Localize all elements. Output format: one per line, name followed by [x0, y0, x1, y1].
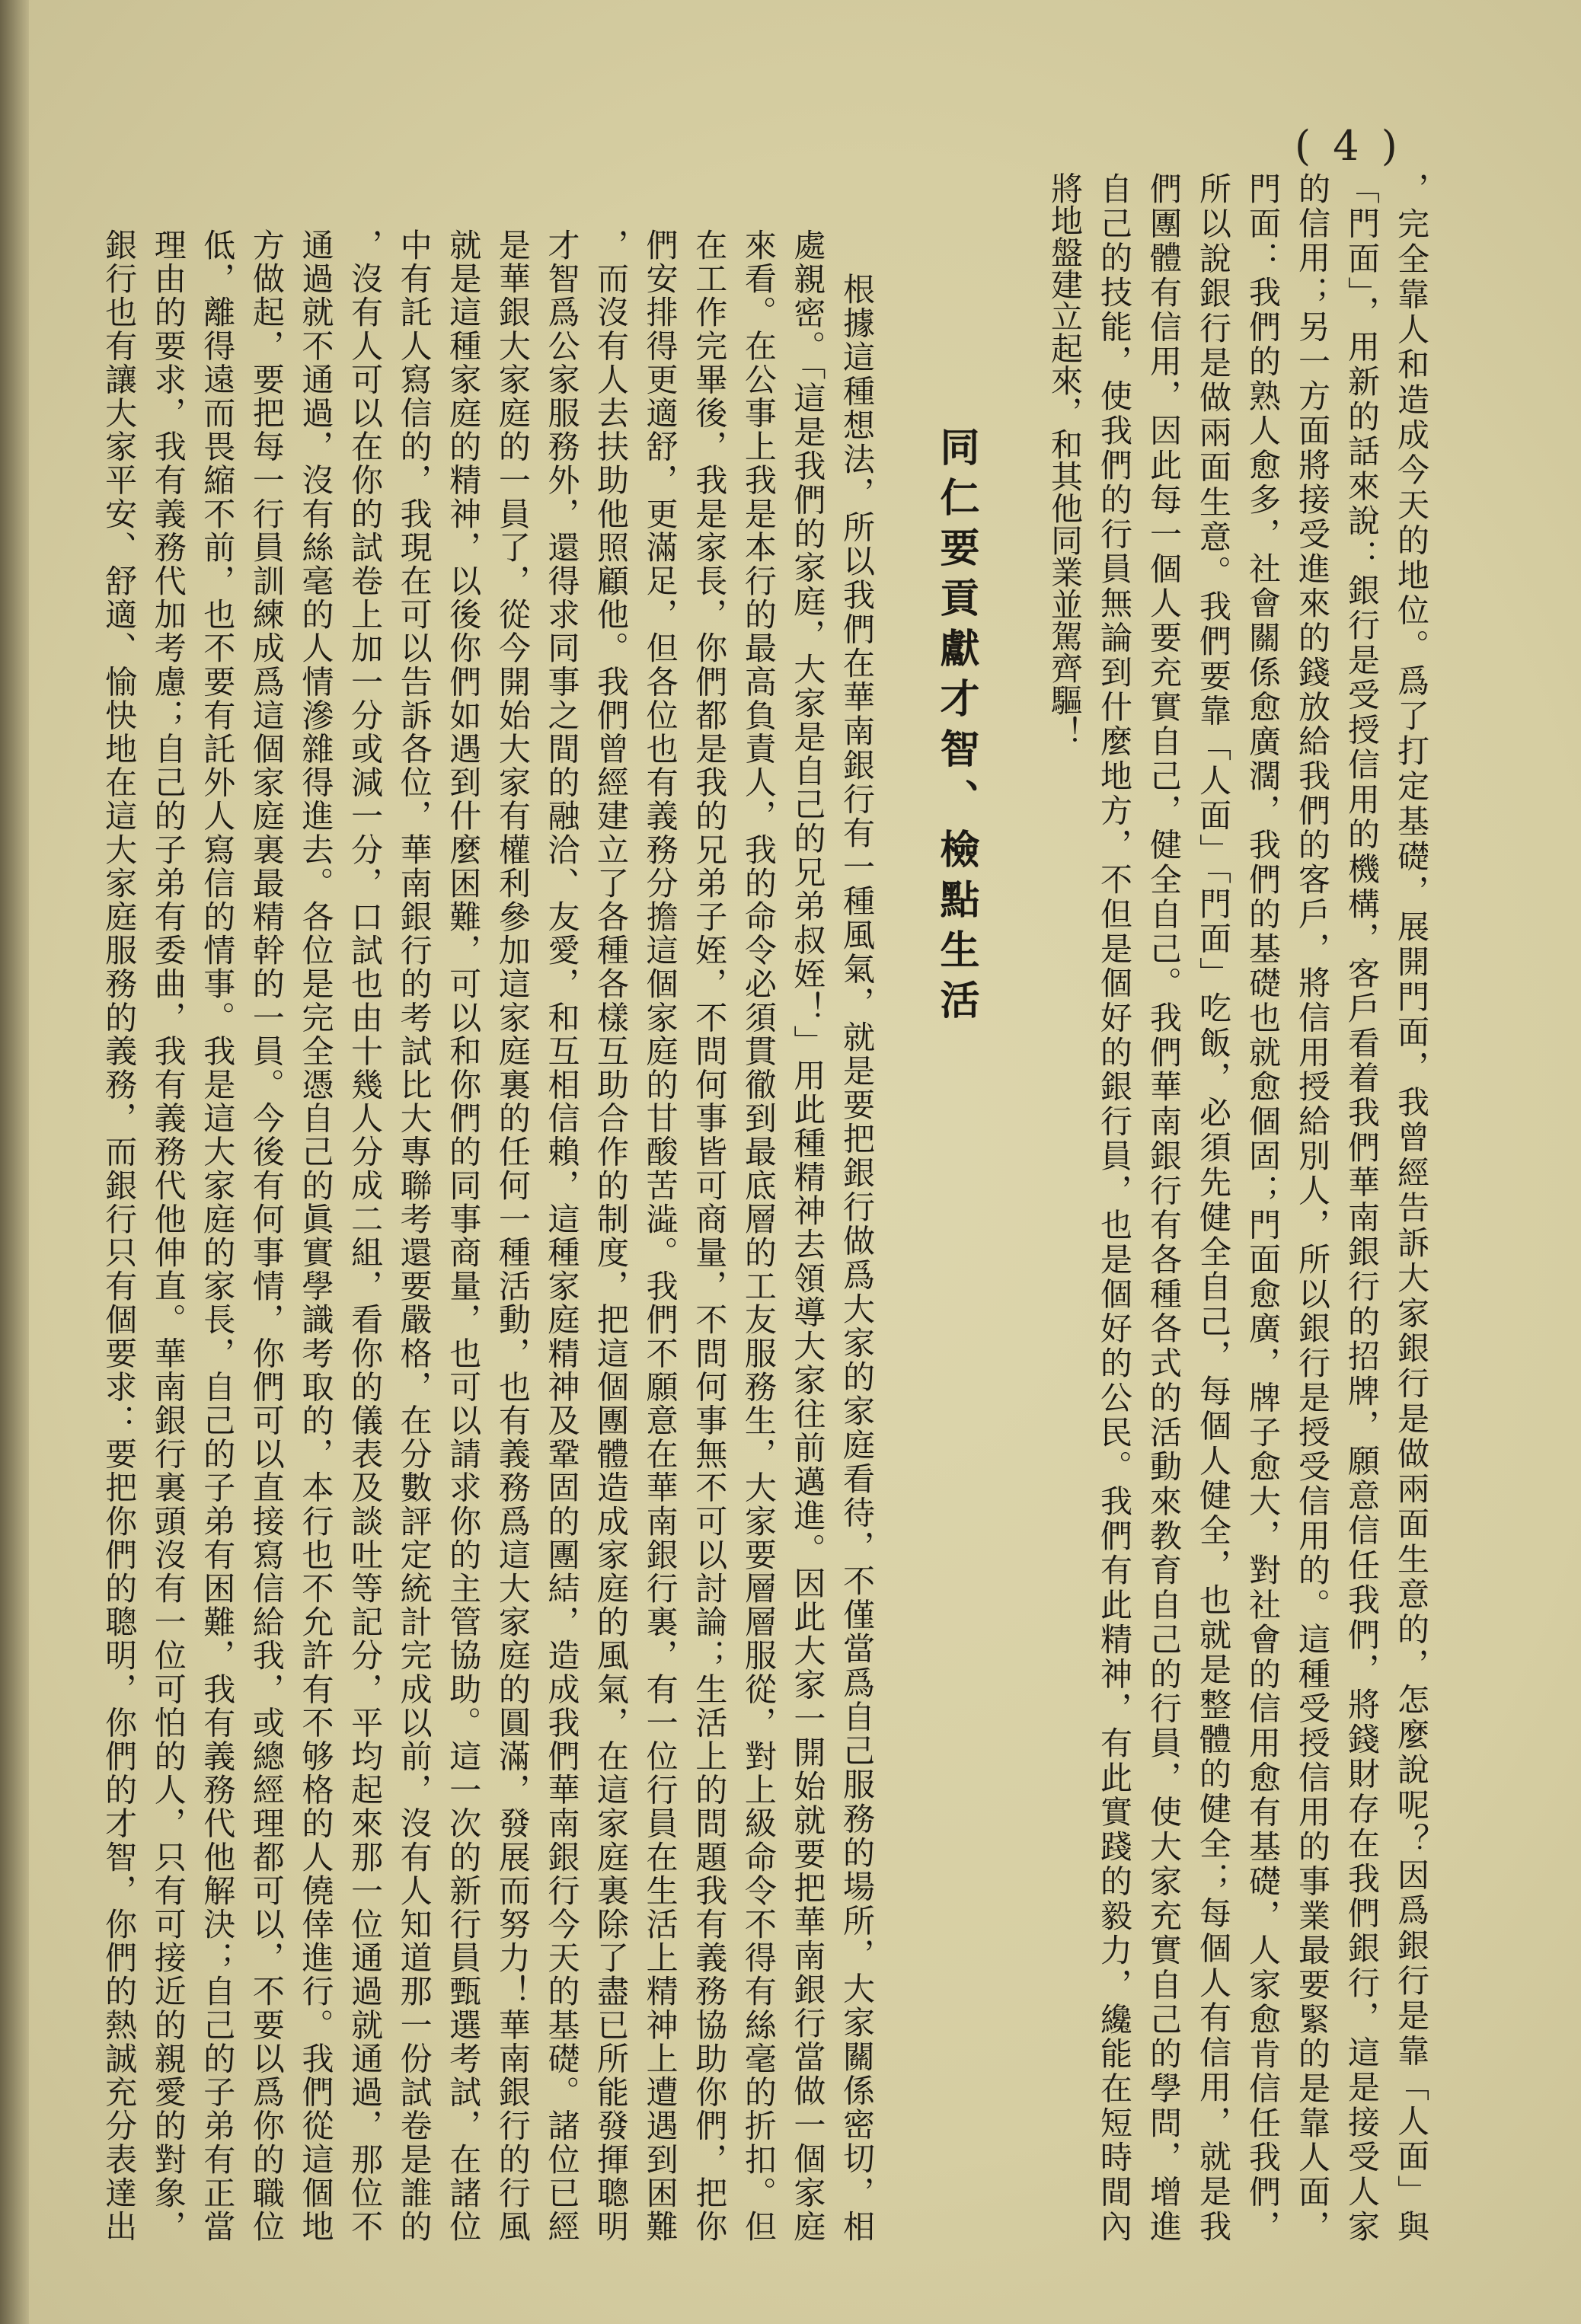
text-column: ，完全靠人和造成今天的地位。爲了打定基礎，展開門面，我曾經告訴大家銀行是做兩面生意的，怎麼說呢？因爲銀行是靠「人面」與: [1393, 172, 1430, 2242]
text-column: 就是這種家庭的精神，以後你們如遇到什麼困難，可以和你們的同事商量，也可以請求你的主管協助。這一次的新行員甄選考試，在諸位: [445, 228, 483, 2242]
section-1-text: [1040, 172, 1436, 2242]
page-binding-edge: [0, 0, 29, 2324]
text-column: 「門面」，用新的話來說：銀行是受授信用的機構，客戶看着我們華南銀行的招牌，願意信任我們，將錢財存在我們銀行，這是接受人家: [1343, 172, 1381, 2242]
section-heading: 同仁要貢獻才智、檢點生活: [933, 426, 979, 1030]
section-2-text: [94, 228, 882, 2242]
text-column: 的信用；另一方面將接受進來的錢放給我們的客戶，將信用授給別人，所以銀行是授受信用的。這種受授信用的事業最要緊的是靠人面，: [1294, 172, 1331, 2242]
text-column: 們團體有信用，因此每一個人要充實自己，健全自己。我們華南銀行有各種各式的活動來教育自己的行員，使大家充實自己的學問，增進: [1145, 172, 1183, 2242]
text-column: 來看。在公事上我是本行的最高負責人，我的命令必須貫徹到最底層的工友服務生，大家要層層服從，對上級命令不得有絲毫的折扣。但: [739, 228, 778, 2242]
text-column: 才智爲公家服務外，還得求同事之間的融洽、友愛，和互相信賴，這種家庭精神及鞏固的團結，造成我們華南銀行今天的基礎。諸位已經: [543, 228, 581, 2242]
page-number: ( 4 ): [1295, 122, 1402, 170]
text-column: 處親密。「這是我們的家庭，大家是自己的兄弟叔姪！」用此種精神去領導大家往前邁進。因此大家一開始就要把華南銀行當做一個家庭: [789, 228, 827, 2242]
text-column: 理由的要求，我有義務代加考慮；自己的子弟有委曲，我有義務代他伸直。華南銀行裏頭沒有一位可怕的人，只有可接近的親愛的對象，: [149, 228, 187, 2242]
text-column: 方做起，要把每一行員訓練成爲這個家庭裏最精幹的一員。今後有何事情，你們可以直接寫信給我，或總經理都可以，不要以爲你的職位: [248, 228, 286, 2242]
text-column: 門面：我們的熟人愈多，社會關係愈廣濶，我們的基礎也就愈個固；門面愈廣，牌子愈大，對社會的信用愈有基礎，人家愈肯信任我們，: [1244, 172, 1282, 2242]
text-column: 自己的技能，使我們的行員無論到什麼地方，不但是個好的銀行員，也是個好的公民。我們有此精神，有此實踐的毅力，纔能在短時間內: [1096, 172, 1133, 2242]
text-column: 中有託人寫信的，我現在可以告訴各位，華南銀行的考試比大專聯考還要嚴格，在分數評定統計完成以前，沒有人知道那一份試卷是誰的: [395, 228, 433, 2242]
text-column: 是華銀大家庭的一員了，從今開始大家有權利參加這家庭裏的任何一種活動，也有義務爲這大家庭的圓滿，發展而努力！華南銀行的行風: [493, 228, 532, 2242]
text-column: 銀行也有讓大家平安、舒適、愉快地在這大家庭服務的義務，而銀行只有個要求：要把你們的聰明，你們的才智，你們的熱誠充分表達出: [101, 228, 139, 2242]
text-column: 將地盤建立起來，和其他同業並駕齊驅！: [1046, 172, 1084, 748]
text-column: ，而沒有人去扶助他照顧他。我們曾經建立了各種各樣互助合作的制度，把這個團體造成家庭的風氣，在這家庭裏除了盡已所能發揮聰明: [592, 228, 631, 2242]
text-column: 們安排得更適舒，更滿足，但各位也有義務分擔這個家庭的甘酸苦澁。我們不願意在華南銀行裏，有一位行員在生活上精神上遭遇到困難: [641, 228, 679, 2242]
text-column: 在工作完畢後，我是家長，你們都是我的兄弟子姪，不問何事皆可商量，不問何事無不可以討論；生活上的問題我有義務協助你們，把你: [691, 228, 729, 2242]
text-column: 根據這種想法，所以我們在華南銀行有一種風氣，就是要把銀行做爲大家的家庭看待，不僅當爲自己服務的場所，大家關係密切，相: [838, 273, 876, 2242]
text-column: 低，離得遠而畏縮不前，也不要有託外人寫信的情事。我是這大家庭的家長，自己的子弟有困難，我有義務代他解決；自己的子弟有正當: [199, 228, 237, 2242]
text-column: 所以說銀行是做兩面生意。我們要靠「人面」「門面」吃飯，必須先健全自己，每個人健全，也就是整體的健全；每個人有信用，就是我: [1195, 172, 1232, 2242]
text-column: 通過就不通過，沒有絲毫的人情滲雜得進去。各位是完全憑自己的眞實學識考取的，本行也不允許有不够格的人僥倖進行。我們從這個地: [297, 228, 335, 2242]
text-column: ，沒有人可以在你的試卷上加一分或減一分，口試也由十幾人分成二組，看你的儀表及談吐等記分，平均起來那一位通過就通過，那位不: [347, 228, 385, 2242]
